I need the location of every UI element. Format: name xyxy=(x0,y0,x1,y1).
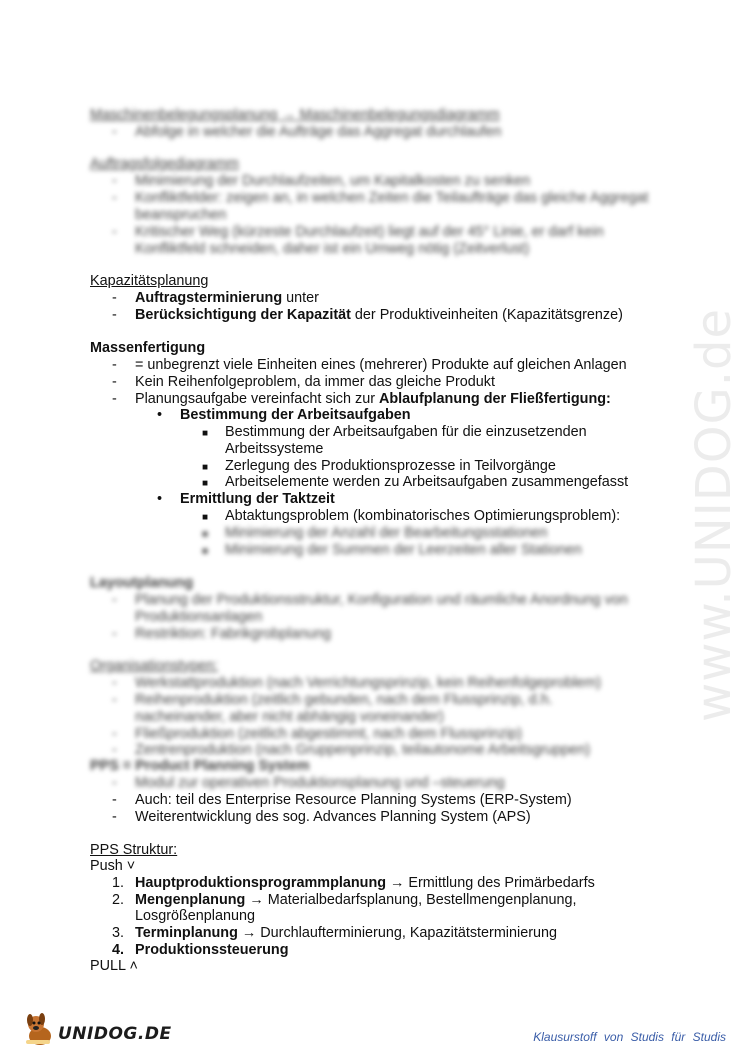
blurred-line: Produktionsanlagen xyxy=(135,609,263,625)
dash-marker: - xyxy=(112,307,117,323)
dash-marker: - xyxy=(112,592,117,608)
bullet-marker: • xyxy=(157,491,163,507)
list-item-continued: Losgrößenplanung xyxy=(135,908,256,924)
square-marker: ■ xyxy=(202,428,209,439)
bullet-marker: • xyxy=(157,407,163,423)
number-marker: 2. xyxy=(112,892,125,908)
number-marker: 3. xyxy=(112,925,125,941)
list-item: Produktionssteuerung xyxy=(135,942,289,958)
blurred-line: nacheinander, aber nicht abhängig voneinander) xyxy=(135,709,444,725)
blurred-line: Minimierung der Summen der Leerzeiten aller Stationen xyxy=(225,542,582,558)
list-item: Auftragsterminierung unter xyxy=(135,290,319,306)
list-item: Berücksichtigung der Kapazität der Produktiveinheiten (Kapazitätsgrenze) xyxy=(135,307,623,323)
dash-marker: - xyxy=(112,290,117,306)
square-marker: ■ xyxy=(202,546,209,557)
dash-marker: - xyxy=(112,190,117,206)
blurred-line: Planung der Produktionsstruktur, Konfiguration und räumliche Anordnung von xyxy=(135,592,628,608)
blurred-heading: PPS = Product Planning System xyxy=(90,758,310,774)
blurred-line: Werkstattproduktion (nach Verrichtungsprinzip, kein Reihenfolgeproblem) xyxy=(135,675,602,691)
watermark-text: www.UNIDOG.de xyxy=(686,307,743,723)
blurred-line: Restriktion: Fabrikgrobplanung xyxy=(135,626,331,642)
blurred-line: Konfliktfelder: zeigen an, in welchen Zeiten die Teilaufträge das gleiche Aggregat xyxy=(135,190,649,206)
list-item: Abtaktungsproblem (kombinatorisches Optimierungsproblem): xyxy=(225,508,621,524)
dash-marker: - xyxy=(112,224,117,240)
blurred-heading: Auftragsfolgediagramm xyxy=(90,156,239,172)
section-heading-kapazitaet: Kapazitätsplanung xyxy=(90,273,209,289)
sub-heading: Bestimmung der Arbeitsaufgaben xyxy=(180,407,411,423)
watermark xyxy=(654,300,750,730)
dash-marker: - xyxy=(112,775,117,791)
sub-heading: Ermittlung der Taktzeit xyxy=(180,491,335,507)
list-item: Mengenplanung → Materialbedarfsplanung, Bestellmengenplanung, xyxy=(135,892,577,908)
blurred-line: Minimierung der Durchlaufzeiten, um Kapitalkosten zu senken xyxy=(135,173,531,189)
dash-marker: - xyxy=(112,726,117,742)
blurred-line: Minimierung der Anzahl der Bearbeitungsstationen xyxy=(225,525,548,541)
blurred-line: Reihenproduktion (zeitlich gebunden, nach dem Flussprinzip, d.h. xyxy=(135,692,553,708)
footer-slogan: Klausurstoff von Studis für Studis xyxy=(533,1030,726,1044)
blurred-heading: Layoutplanung xyxy=(90,575,194,591)
list-item: Zerlegung des Produktionsprozesse in Teilvorgänge xyxy=(225,458,556,474)
dash-marker: - xyxy=(112,173,117,189)
list-item: Planungsaufgabe vereinfacht sich zur Ablaufplanung der Fließfertigung: xyxy=(135,391,611,407)
square-marker: ■ xyxy=(202,478,209,489)
square-marker: ■ xyxy=(202,462,209,473)
square-marker: ■ xyxy=(202,529,209,540)
blurred-line: Konfliktfeld schneiden, daher ist ein Umweg nötig (Zeitverlust) xyxy=(135,241,530,257)
list-item: Auch: teil des Enterprise Resource Planning Systems (ERP-System) xyxy=(135,792,572,808)
blurred-line: Modul zur operativen Produktionsplanung und –steuerung xyxy=(135,775,505,791)
dash-marker: - xyxy=(112,675,117,691)
dog-mascot-icon xyxy=(22,1010,62,1050)
list-item: Weiterentwicklung des sog. Advances Planning System (APS) xyxy=(135,809,531,825)
blurred-heading: Organisationstypen: xyxy=(90,658,218,674)
pull-label: PULL ˄ xyxy=(90,958,138,974)
list-item: Hauptproduktionsprogrammplanung → Ermittlung des Primärbedarfs xyxy=(135,875,595,891)
unidog-logo[interactable] xyxy=(22,1010,172,1050)
dash-marker: - xyxy=(112,692,117,708)
number-marker: 4. xyxy=(112,942,125,958)
list-item: Arbeitselemente werden zu Arbeitsaufgaben zusammengefasst xyxy=(225,474,629,490)
section-heading-massenfertigung: Massenfertigung xyxy=(90,340,206,356)
push-label: Push ˅ xyxy=(90,858,136,874)
blurred-line: Zentrenproduktion (nach Gruppenprinzip, teilautonome Arbeitsgruppen) xyxy=(135,742,591,758)
list-item: Bestimmung der Arbeitsaufgaben für die einzusetzenden xyxy=(225,424,587,440)
list-item: Terminplanung → Durchlaufterminierung, Kapazitätsterminierung xyxy=(135,925,558,941)
blurred-line: Abfolge in welcher die Aufträge das Aggregat durchlaufen xyxy=(135,124,502,140)
blurred-line: beanspruchen xyxy=(135,207,227,223)
dash-marker: - xyxy=(112,374,117,390)
blurred-heading: Maschinenbelegungsplanung → Maschinenbelegungsdiagramm xyxy=(90,107,500,123)
dash-marker: - xyxy=(112,742,117,758)
square-marker: ■ xyxy=(202,512,209,523)
dash-marker: - xyxy=(112,124,117,140)
dash-marker: - xyxy=(112,357,117,373)
list-item: = unbegrenzt viele Einheiten eines (mehrerer) Produkte auf gleichen Anlagen xyxy=(135,357,627,373)
list-item: Kein Reihenfolgeproblem, da immer das gleiche Produkt xyxy=(135,374,495,390)
blurred-line: Fließproduktion (zeitlich abgestimmt, nach dem Flussprinzip) xyxy=(135,726,523,742)
dash-marker: - xyxy=(112,626,117,642)
dash-marker: - xyxy=(112,792,117,808)
dash-marker: - xyxy=(112,809,117,825)
section-heading-pps-struktur: PPS Struktur: xyxy=(90,842,178,858)
dash-marker: - xyxy=(112,391,117,407)
list-item: Arbeitssysteme xyxy=(225,441,324,457)
logo-text: UNIDOG.DE xyxy=(58,1024,172,1044)
number-marker: 1. xyxy=(112,875,125,891)
blurred-line: Kritischer Weg (kürzeste Durchlaufzeit) liegt auf der 45° Linie, er darf kein xyxy=(135,224,604,240)
